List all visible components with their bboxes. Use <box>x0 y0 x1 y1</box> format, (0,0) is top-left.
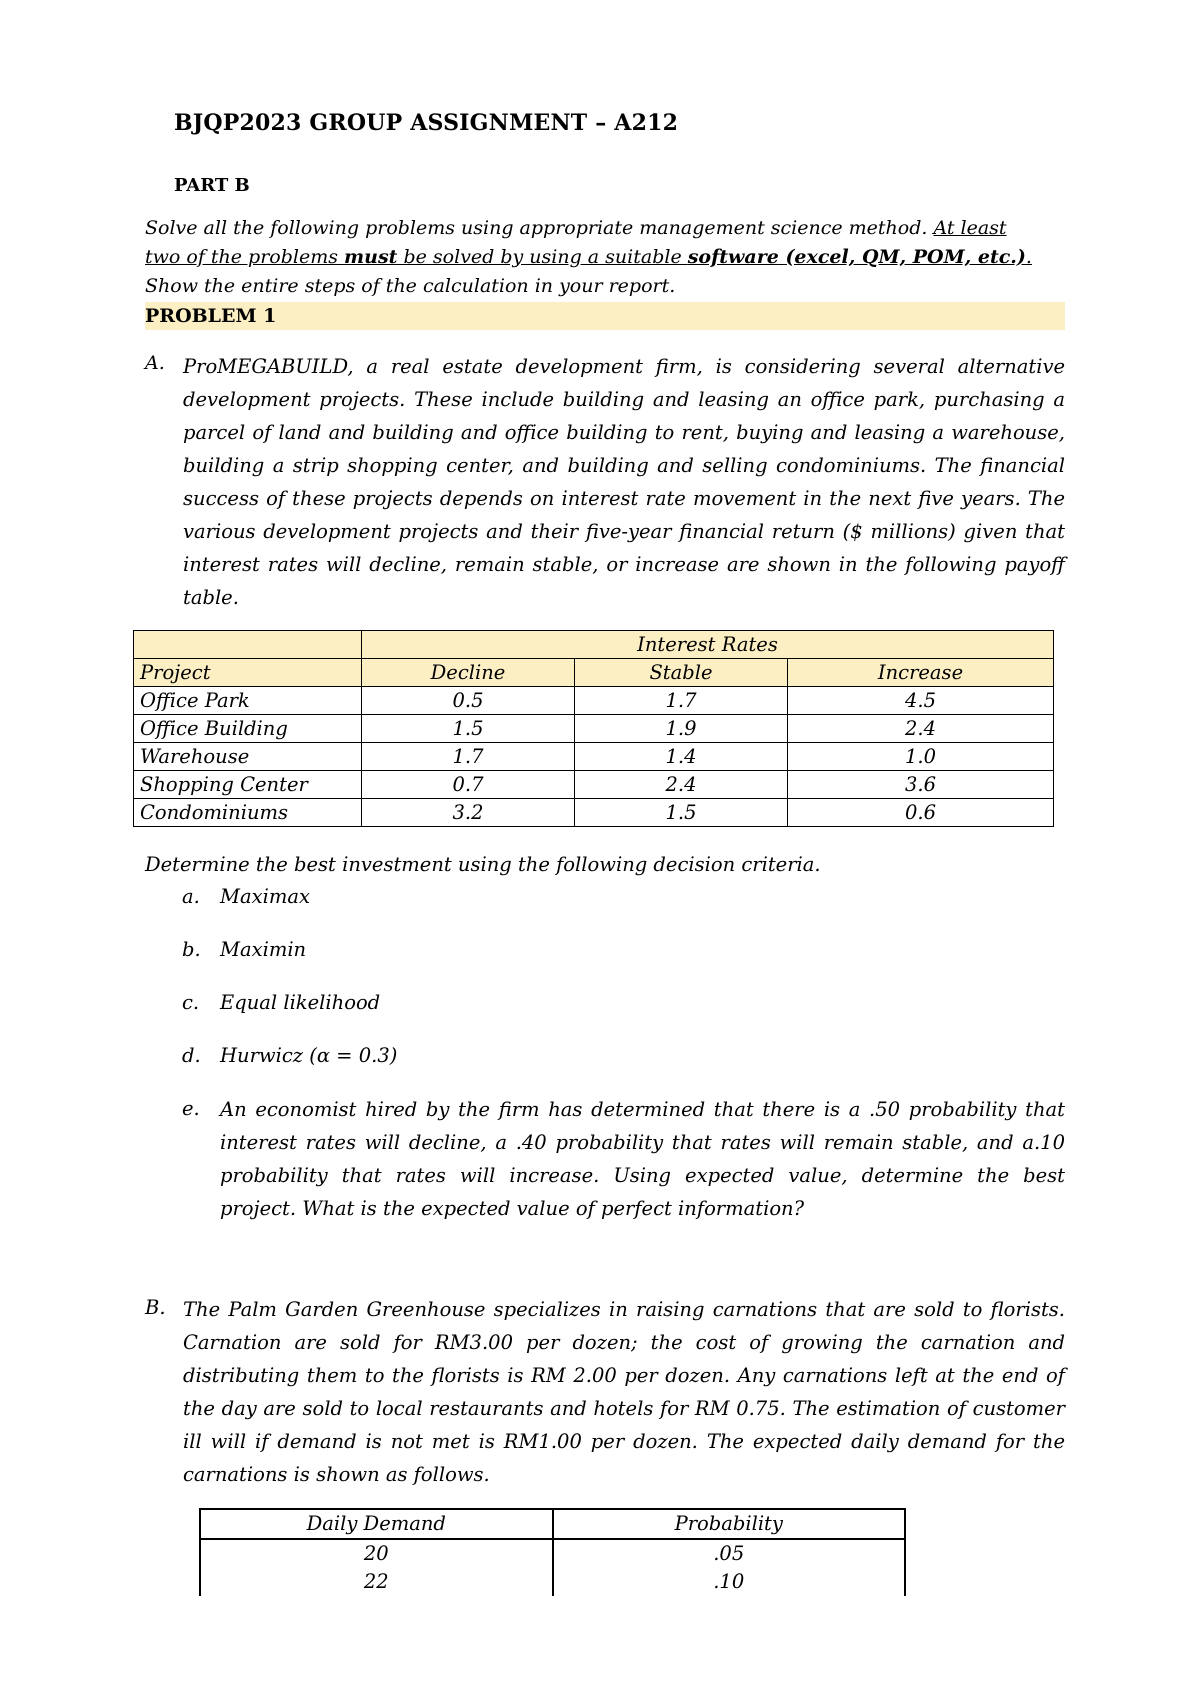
table-row <box>134 687 1054 715</box>
table-cell: 4.5 <box>788 687 1054 715</box>
table-cell: 1.0 <box>788 743 1054 771</box>
table-header-row <box>134 631 1054 659</box>
table-cell: 0.7 <box>362 771 575 799</box>
payoff-table <box>133 630 1054 827</box>
criterion-label: c. <box>182 991 200 1014</box>
table-cell: 1.7 <box>575 687 788 715</box>
question-a-text: ProMEGABUILD, a real estate development firm, is considering several alternative development projects. These include building and leasing an office park, purchasing a parcel of land and building and office building to rent, buying and leasing a warehouse, building a strip shopping center, and building and selling condominiums. The financial success of these projects depends on interest rate movement in the next five years. The various development projects and their five-year financial return ($ millions) given that interest rates will decline, remain stable, or increase are shown in the following payoff table. <box>183 355 1065 609</box>
table-cell: 0.6 <box>788 799 1054 827</box>
instructions-line-1: Solve all the following problems using appropriate management science method. At least <box>145 217 1007 239</box>
question-a-label: A. <box>145 352 165 374</box>
table-cell: .10 <box>553 1568 906 1596</box>
table-cell: 0.5 <box>362 687 575 715</box>
criterion-text: An economist hired by the firm has determined that there is a .50 probability that interest rates will decline, a .40 probability that rates will remain stable, and a.10 probability that rates will increase. Using expected value, determine the best project. What is the expected value of perfect information? <box>220 1098 1065 1220</box>
column-header: Probability <box>553 1509 906 1539</box>
criterion-label: e. <box>182 1097 200 1120</box>
criterion-text: Equal likelihood <box>220 991 381 1014</box>
question-b-label: B. <box>145 1296 166 1319</box>
table-cell: 1.5 <box>575 799 788 827</box>
table-cell: 1.9 <box>575 715 788 743</box>
table-cell: Office Building <box>134 715 362 743</box>
criterion-text: Hurwicz (α = 0.3) <box>220 1044 398 1067</box>
document-title: BJQP2023 GROUP ASSIGNMENT – A212 <box>174 110 679 136</box>
table-corner-cell <box>134 631 362 659</box>
table-cell: 3.6 <box>788 771 1054 799</box>
table-cell: 3.2 <box>362 799 575 827</box>
instructions-line-2: two of the problems must be solved by using a suitable software (excel, QM, POM, etc.). <box>145 246 1032 268</box>
table-row <box>134 771 1054 799</box>
table-cell: 1.5 <box>362 715 575 743</box>
criterion-text: Maximin <box>220 938 307 961</box>
column-header: Daily Demand <box>200 1509 553 1539</box>
table-row <box>200 1539 905 1568</box>
table-row <box>134 743 1054 771</box>
demand-table <box>199 1508 906 1596</box>
table-cell: Office Park <box>134 687 362 715</box>
problem-heading: PROBLEM 1 <box>145 302 1065 330</box>
criterion-label: d. <box>182 1044 201 1067</box>
table-cell: Shopping Center <box>134 771 362 799</box>
table-cell: 1.4 <box>575 743 788 771</box>
part-heading: PART B <box>174 175 250 196</box>
criteria-intro: Determine the best investment using the following decision criteria. <box>145 853 821 876</box>
table-cell: .05 <box>553 1539 906 1568</box>
instructions-line-3: Show the entire steps of the calculation in your report. <box>145 275 676 297</box>
table-row <box>134 715 1054 743</box>
column-header: Project <box>134 659 362 687</box>
criterion-label: b. <box>182 938 201 961</box>
table-cell: Condominiums <box>134 799 362 827</box>
column-header: Increase <box>788 659 1054 687</box>
table-header-row <box>134 659 1054 687</box>
table-cell: 22 <box>200 1568 553 1596</box>
table-cell: 2.4 <box>788 715 1054 743</box>
column-header: Decline <box>362 659 575 687</box>
table-row <box>200 1568 905 1596</box>
criterion-label: a. <box>182 885 200 908</box>
table-cell: 20 <box>200 1539 553 1568</box>
table-header-row <box>200 1509 905 1539</box>
table-cell: Warehouse <box>134 743 362 771</box>
criterion-text: Maximax <box>220 885 310 908</box>
question-b-text: The Palm Garden Greenhouse specializes in raising carnations that are sold to florists. Carnation are sold for RM3.00 per dozen; the cost of growing the carnation and distributing them to the florists is RM 2.00 per dozen. Any carnations left at the end of the day are sold to local restaurants and hotels for RM 0.75. The estimation of customer ill will if demand is not met is RM1.00 per dozen. The expected daily demand for the carnations is shown as follows. <box>183 1298 1065 1486</box>
table-row <box>134 799 1054 827</box>
table-cell: 1.7 <box>362 743 575 771</box>
table-cell: 2.4 <box>575 771 788 799</box>
table-group-header: Interest Rates <box>362 631 1054 659</box>
column-header: Stable <box>575 659 788 687</box>
instructions <box>145 214 1065 301</box>
